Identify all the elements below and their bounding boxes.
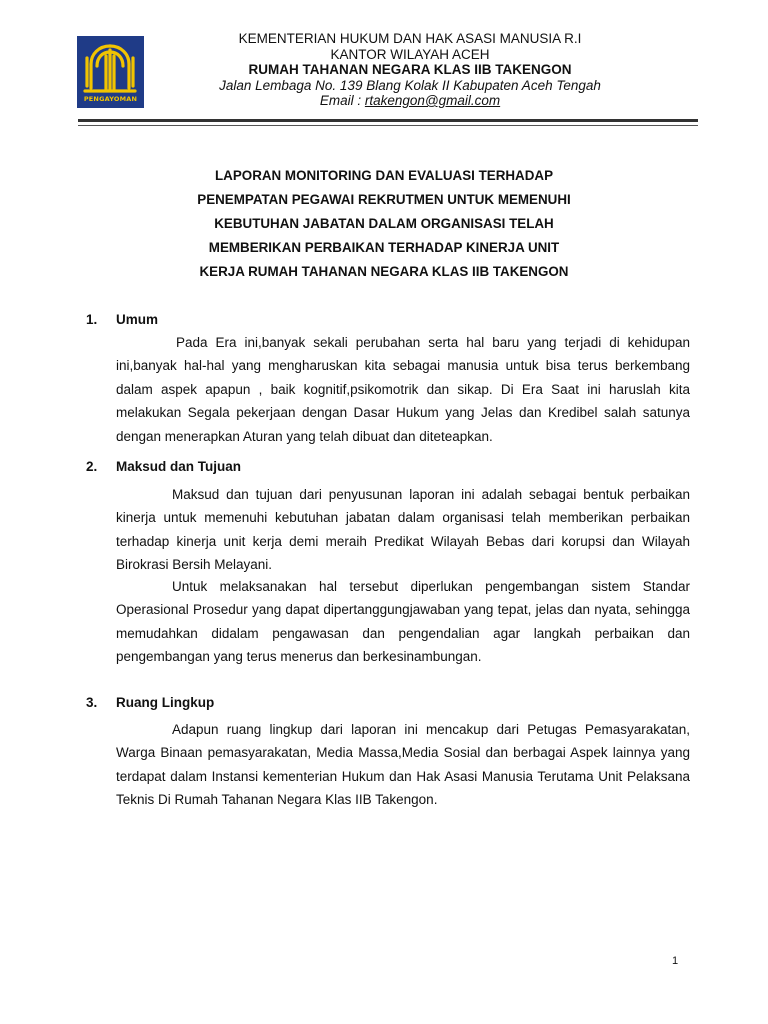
section-number: 3. bbox=[86, 695, 98, 710]
title-line: KEBUTUHAN JABATAN DALAM ORGANISASI TELAH bbox=[214, 216, 554, 231]
section-paragraph bbox=[116, 575, 690, 669]
report-title bbox=[150, 164, 618, 284]
email-line bbox=[150, 93, 670, 109]
section-paragraph bbox=[116, 483, 690, 577]
section-paragraph bbox=[116, 718, 690, 812]
title-line: LAPORAN MONITORING DAN EVALUASI TERHADAP bbox=[215, 168, 553, 183]
office-address: Jalan Lembaga No. 139 Blang Kolak II Kabupaten Aceh Tengah bbox=[219, 77, 601, 93]
regional-office-name: KANTOR WILAYAH ACEH bbox=[330, 46, 490, 62]
section-heading-umum bbox=[86, 312, 158, 328]
section-title: Umum bbox=[116, 312, 159, 327]
section-number: 2. bbox=[86, 459, 98, 474]
paragraph-text: Untuk melaksanakan hal tersebut diperlukan pengembangan sistem Standar Operasional Prosedur yang dapat dipertanggungjawaban yang tepat, jelas dan nyata, sehingga memudahkan didalam pengawasan dan pengendalian agar langkah perbaikan dan pengembangan yang terus menerus dan berkesinambungan. bbox=[116, 579, 690, 665]
ministry-name: KEMENTERIAN HUKUM DAN HAK ASASI MANUSIA R.I bbox=[238, 31, 582, 46]
paragraph-text: Adapun ruang lingkup dari laporan ini mencakup dari Petugas Pemasyarakatan, Warga Binaan pemasyarakatan, Media Massa,Media Sosial dan berbagai Aspek lainnya yang terdapat dalam Instansi kementerian Hukum dan Hak Asasi Manusia Terutama Unit Pelaksana Teknis Di Rumah Tahanan Negara Klas IIB Takengon. bbox=[116, 722, 690, 808]
section-paragraph bbox=[116, 331, 690, 448]
unit-name: RUMAH TAHANAN NEGARA KLAS IIB TAKENGON bbox=[248, 62, 572, 77]
title-line: MEMBERIKAN PERBAIKAN TERHADAP KINERJA UNIT bbox=[208, 240, 560, 255]
section-heading-ruang-lingkup bbox=[86, 695, 214, 711]
email-link[interactable]: rtakengon@gmail.com bbox=[364, 93, 501, 108]
title-line: PENEMPATAN PEGAWAI REKRUTMEN UNTUK MEMENUHI bbox=[197, 192, 571, 207]
section-title: Maksud dan Tujuan bbox=[116, 459, 242, 474]
paragraph-text: Maksud dan tujuan dari penyusunan laporan ini adalah sebagai bentuk perbaikan kinerja untuk memenuhi kebutuhan jabatan dalam organisasi telah memberikan perbaikan terhadap kinerja unit kerja demi meraih Predikat Wilayah Bebas dari korupsi dan Wilayah Birokrasi Bersih Melayani. bbox=[116, 487, 690, 573]
title-line: KERJA RUMAH TAHANAN NEGARA KLAS IIB TAKENGON bbox=[199, 264, 569, 279]
pengayoman-logo bbox=[77, 36, 144, 108]
page-number: 1 bbox=[672, 955, 679, 967]
letterhead-divider-thick bbox=[78, 119, 698, 122]
letterhead-text bbox=[150, 31, 670, 109]
section-title: Ruang Lingkup bbox=[116, 695, 215, 710]
paragraph-text: Pada Era ini,banyak sekali perubahan serta hal baru yang terjadi di kehidupan ini,banyak hal-hal yang mengharuskan kita sebagai manusia untuk bisa terus berkembang dalam aspek apapun , baik kognitif,psikomotrik dan sikap. Di Era Saat ini haruslah kita melakukan Segala pekerjaan dengan Dasar Hukum yang Jelas dan Kredibel salah satunya dengan menerapkan Aturan yang telah dibuat dan diteteapkan. bbox=[116, 335, 690, 444]
letterhead-divider-thin bbox=[78, 125, 698, 126]
email-label: Email : bbox=[319, 93, 365, 108]
section-heading-maksud-dan-tujuan bbox=[86, 459, 241, 475]
logo-caption: PENGAYOMAN bbox=[83, 95, 138, 103]
section-number: 1. bbox=[86, 312, 98, 327]
